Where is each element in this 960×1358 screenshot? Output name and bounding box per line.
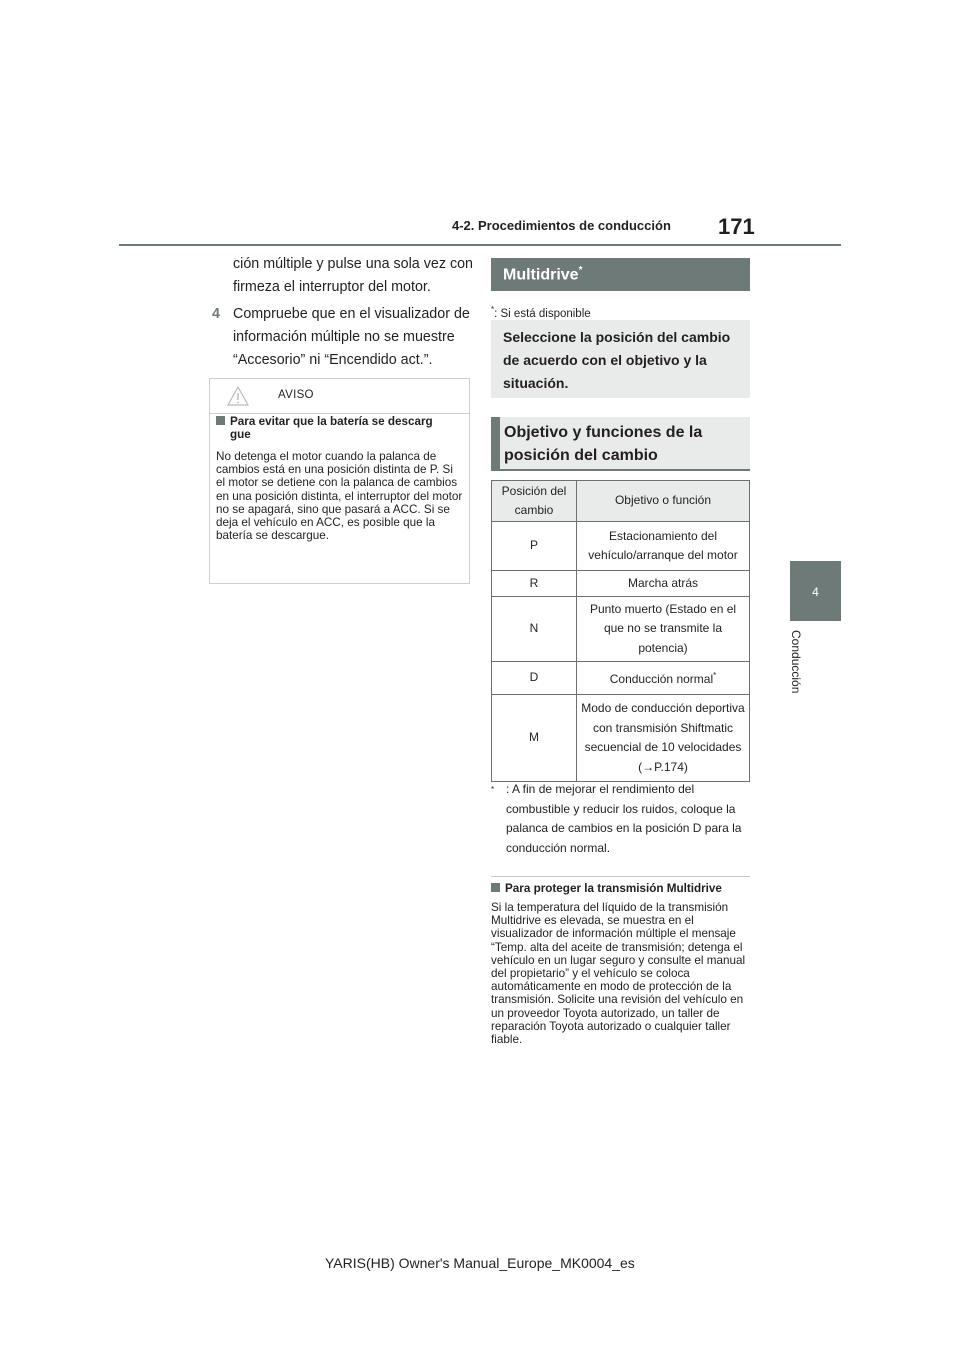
table-header-cell: Objetivo o función [577,481,750,522]
square-bullet-icon [216,416,225,425]
warning-body: No detenga el motor cuando la palanca de cambios está en una posición distinta de P. Si el motor se detiene con la palanca de cambios en una posición distinta, el interruptor del motor no se apagará, sino que pasará a ACC. Si se deja el vehículo en ACC, es posible que la batería se descargue. [216,450,463,543]
function-cell: Estacionamiento del vehículo/arranque del motor [577,522,750,571]
table-row [492,571,750,597]
warning-header [210,379,469,414]
section-title: 4-2. Procedimientos de conducción [452,218,671,233]
info-heading [491,882,722,895]
warning-label: AVISO [278,389,314,401]
table-row [492,695,750,782]
footnote-text: : A fin de mejorar el rendimiento del combustible y reducir los ruidos, coloque la palanca de cambios en la posición D para la conducción normal. [506,782,742,855]
info-body: Si la temperatura del líquido de la transmisión Multidrive es elevada, se muestra en el visualizador de información múltiple el mensaje “Temp. alta del aceite de transmisión; detenga el vehículo en un lugar seguro y consulte el manual del propietario” y el vehículo se coloca automáticamente en modo de protección de la transmisión. Solicite una revisión del vehículo en un proveedor Toyota autorizado, un taller de reparación Toyota autorizado o cualquier taller fiable. [491,901,746,1047]
function-cell: Punto muerto (Estado en el que no se transmite la potencia) [577,597,750,662]
function-cell [577,662,750,695]
footnote-mark: * [713,671,717,681]
gear-position-table [491,480,750,782]
page-number: 171 [718,214,755,239]
availability-note [491,305,591,320]
continued-paragraph: ción múltiple y pulse una sola vez con firmeza el interruptor del motor. [233,256,474,295]
table-row [492,597,750,662]
function-cell: Modo de conducción deportiva con transmisión Shiftmatic secuencial de 10 velocidades (→P.174) [577,695,750,782]
warning-subheading-cont: gue [230,428,251,441]
position-cell: R [492,571,577,597]
section-band-mark: * [578,265,583,276]
chapter-label: Conducción [789,630,803,694]
subsection-heading-text: Objetivo y funciones de la posición del cambio [504,424,703,464]
warning-triangle-icon [227,386,249,406]
footnote-mark: * [491,785,495,794]
section-band [491,258,750,291]
table-row [492,662,750,695]
step-text: Compruebe que en el visualizador de información múltiple no se muestre “Accesorio” ni “Encendido act.”. [233,306,470,368]
square-bullet-icon [491,883,500,892]
table-header-row [492,481,750,522]
availability-mark: * [491,305,495,314]
subsection-heading [491,417,750,471]
footer-text: YARIS(HB) Owner's Manual_Europe_MK0004_es [325,1255,635,1271]
chapter-number: 4 [812,585,819,599]
function-cell: Marcha atrás [577,571,750,597]
table-row [492,522,750,571]
position-cell: D [492,662,577,695]
chapter-tab [790,561,841,621]
position-cell: P [492,522,577,571]
warning-subheading-text: Para evitar que la batería se descarg [230,415,433,428]
info-divider [491,876,750,877]
heading-accent-bar [491,417,500,469]
warning-box [209,378,470,584]
function-text: Conducción normal [609,672,714,687]
intro-text: Seleccione la posición del cambio de acuerdo con el objetivo y la situación. [503,329,731,391]
intro-box [491,320,750,398]
warning-subheading [216,415,462,441]
position-cell: M [492,695,577,782]
availability-text: : Si está disponible [494,307,591,320]
position-cell: N [492,597,577,662]
table-header-cell: Posición del cambio [492,481,577,522]
section-band-title: Multidrive [503,266,579,284]
step-number: 4 [212,306,220,322]
header-divider [119,244,841,246]
info-heading-text: Para proteger la transmisión Multidrive [505,882,722,895]
